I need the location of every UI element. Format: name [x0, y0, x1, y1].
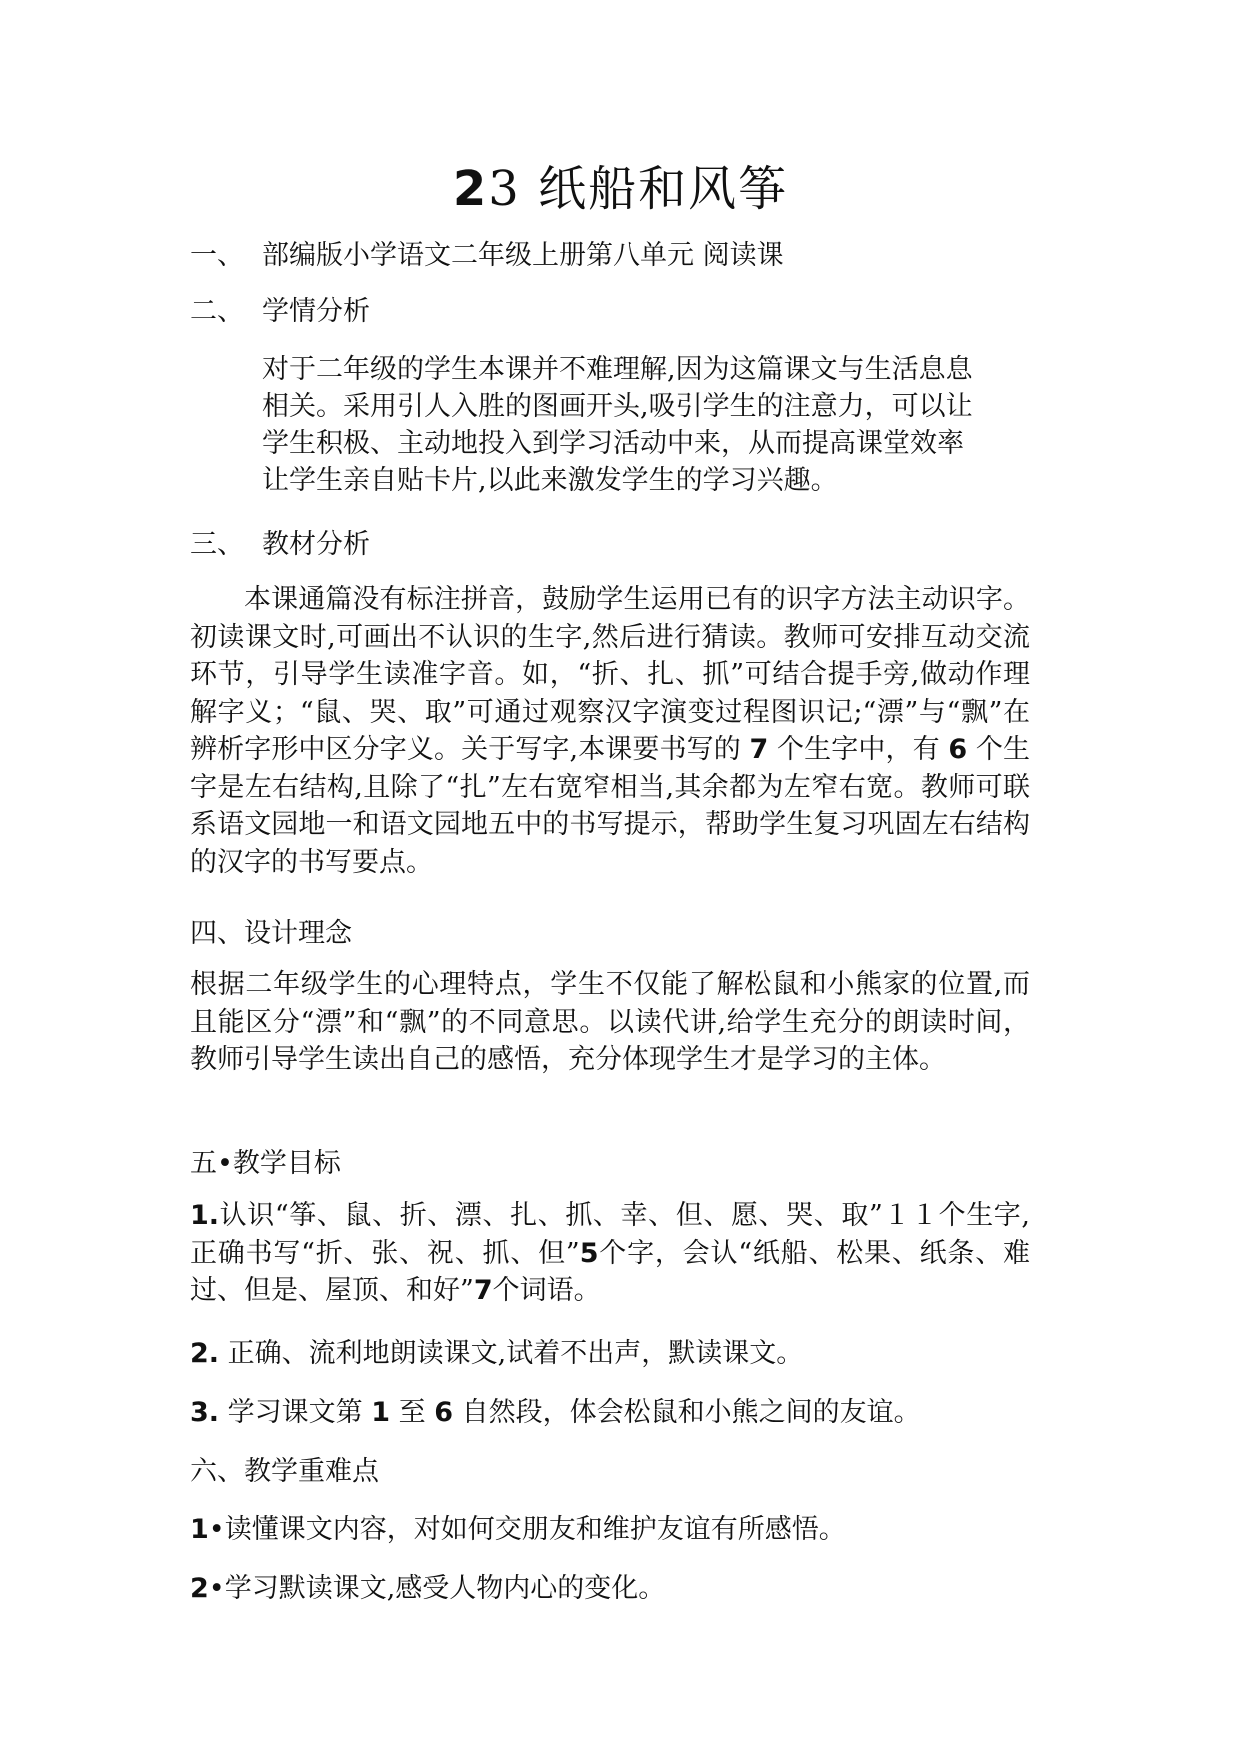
section-3-number-7: 7: [749, 734, 769, 765]
section-5-heading: 五•教学目标: [190, 1148, 341, 1179]
section-2-line-3: 学生积极、主动地投入到学习活动中来，从而提高课堂效率: [262, 428, 964, 459]
section-2-line-1: 对于二年级的学生本课并不难理解,因为这篇课文与生活息息: [262, 354, 973, 385]
page-title: [0, 150, 1241, 219]
focus-item-2: [190, 1571, 665, 1607]
goal-3-text-a: 学习课文第: [219, 1397, 372, 1428]
goal-1-number-5: 5: [579, 1237, 599, 1269]
section-6-heading: 六、教学重难点: [190, 1456, 379, 1487]
focus-item-1-number: 1: [190, 1514, 209, 1545]
focus-item-2-number: 2: [190, 1573, 209, 1604]
section-4-paragraph: 根据二年级学生的心理特点，学生不仅能了解松鼠和小熊家的位置,而且能区分“漂”和“飘”的不同意思。以读代讲,给学生充分的朗读时间，教师引导学生读出自己的感悟，充分体现学生才是学习的主体。: [190, 969, 1030, 1075]
title-number: 2: [452, 161, 489, 217]
section-3-heading: [190, 527, 370, 563]
section-2-line-2: 相关。采用引人入胜的图画开头,吸引学生的注意力，可以让: [262, 391, 973, 422]
goal-3-number: 3.: [190, 1397, 220, 1428]
section-1: [190, 238, 784, 274]
goal-3: [190, 1395, 921, 1431]
goal-2-number: 2.: [190, 1338, 220, 1369]
goal-3-number-6: 6: [434, 1397, 453, 1428]
section-2-heading: [190, 294, 370, 330]
section-1-text: 部编版小学语文二年级上册第八单元 阅读课: [262, 240, 784, 271]
focus-item-2-text: •学习默读课文,感受人物内心的变化。: [208, 1573, 666, 1604]
section-3-text-c: 个生字是左右结构,且除了“扎”左右宽窄相当,其余都为左窄右宽。教师可联系语文园地一和语文园地五中的书写提示，帮助学生复习巩固左右结构的汉字的书写要点。: [190, 734, 1031, 878]
goal-1-number-7: 7: [473, 1275, 493, 1306]
focus-item-1-text: •读懂课文内容，对如何交朋友和维护友谊有所感悟。: [208, 1514, 846, 1545]
section-3-index: 三、: [190, 529, 244, 560]
goal-1-text-b: 个字，会认“纸船、松果、纸条、难过、但是、屋顶、和好”: [190, 1237, 1031, 1306]
section-2-index: 二、: [190, 296, 244, 327]
goal-1-number: 1.: [190, 1200, 220, 1231]
goal-3-text-c: 自然段，体会松鼠和小熊之间的友谊。: [452, 1397, 921, 1428]
focus-item-1: [190, 1512, 846, 1548]
section-3-number-6: 6: [948, 734, 968, 765]
goal-2-text: 正确、流利地朗读课文,试着不出声，默读课文。: [219, 1338, 804, 1369]
goal-1-text-c: 个词语。: [492, 1275, 601, 1306]
section-3-text: 教材分析: [262, 529, 370, 560]
section-3-paragraph: [190, 581, 1030, 881]
section-3-text-a: 本课通篇没有标注拼音，鼓励学生运用已有的识字方法主动识字。初读课文时,可画出不认识的生字,然后进行猜读。教师可安排互动交流环节，引导学生读准字音。如，“折、扎、抓”可结合提手旁,做动作理解字义；“鼠、哭、取”可通过观察汉字演变过程图识记;“漂”与“飘”在辨析字形中区分字义。关于写字,本课要书写的: [190, 584, 1030, 765]
section-4-heading: 四、设计理念: [190, 918, 352, 949]
section-3-text-b: 个生字中，有: [777, 734, 940, 765]
goal-1-text-a: 认识“筝、鼠、折、漂、扎、抓、幸、但、愿、哭、取”１１个生字,正确书写“折、张、祝、抓、但”: [190, 1200, 1030, 1269]
title-text: 3 纸船和风筝: [488, 161, 789, 217]
goal-3-number-1: 1: [371, 1397, 391, 1428]
goal-1: [190, 1197, 1030, 1310]
section-2-text: 学情分析: [262, 296, 370, 327]
section-1-index: 一、: [190, 240, 244, 271]
section-2-line-4: 让学生亲自贴卡片,以此来激发学生的学习兴趣。: [262, 465, 838, 496]
goal-3-text-b: 至: [390, 1397, 435, 1428]
goal-2: [190, 1336, 803, 1372]
